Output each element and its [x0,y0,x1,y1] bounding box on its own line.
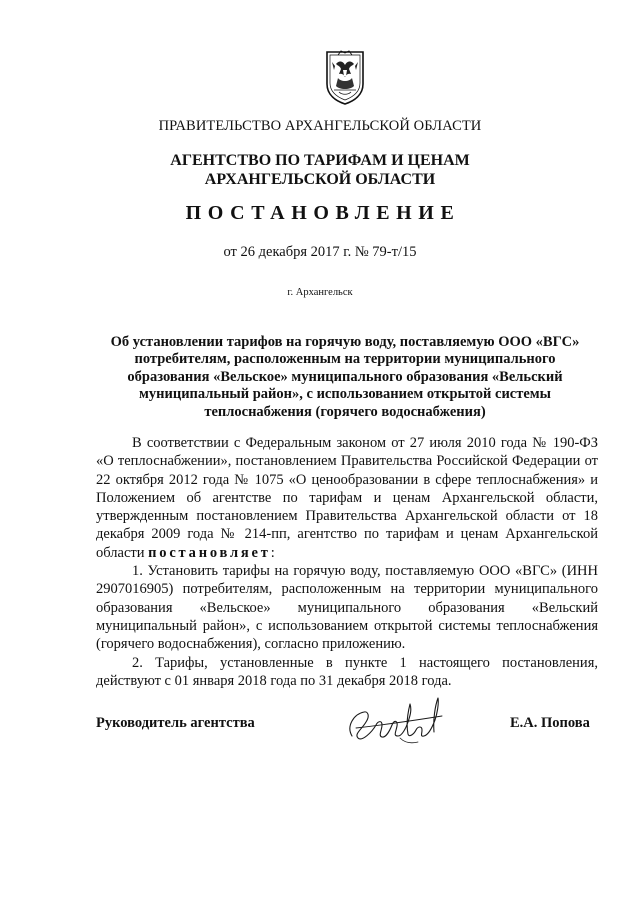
preamble-paragraph [96,434,598,562]
agency-title-line1: АГЕНТСТВО ПО ТАРИФАМ И ЦЕНАМ [170,152,470,169]
preamble-text: В соответствии с Федеральным законом от 27 июля 2010 года № 190-ФЗ «О теплоснабжении», постановлением Правительства Российской Федерации от 22 октября 2012 года № 1075 «О ценообразовании в сфере теплоснабжения» и Положением об агентстве по тарифам и ценам Архангельской области, утвержденным постановлением Правительства Архангельской области от 18 декабря 2009 года № 214-пп, агентство по тарифам и ценам Архангельской области [96,435,598,561]
document-subject: Об установлении тарифов на горячую воду, поставляемую ООО «ВГС» потребителям, расположенным на территории муниципального образования «Вельское» муниципального образования «Вельский муниципальный район», с использованием открытой системы теплоснабжения (горячего водоснабжения) [110,334,580,420]
handwritten-signature [338,692,458,752]
item-1-paragraph: 1. Установить тарифы на горячую воду, поставляемую ООО «ВГС» (ИНН 2907016905) потребителям, расположенным на территории муниципального образования «Вельское» муниципального образования «Вельский муниципальный район», с использованием открытой системы теплоснабжения (горячего водоснабжения), согласно приложению. [96,563,598,653]
document-body [96,434,598,690]
government-header: ПРАВИТЕЛЬСТВО АРХАНГЕЛЬСКОЙ ОБЛАСТИ [158,118,482,134]
resolves-word: постановляет [148,544,271,561]
document-type: ПОСТАНОВЛЕНИЕ [185,202,461,224]
coat-of-arms-emblem [324,48,366,106]
signatory-title: Руководитель агентства [96,715,255,731]
item-2-paragraph: 2. Тарифы, установленные в пункте 1 настоящего постановления, действуют с 01 января 2018 года по 31 декабря 2018 года. [96,654,598,689]
agency-title-line2: АРХАНГЕЛЬСКОЙ ОБЛАСТИ [204,171,436,188]
agency-title [0,151,640,189]
document-place: г. Архангельск [287,287,353,298]
signatory-name: Е.А. Попова [510,715,590,731]
document-date-number: от 26 декабря 2017 г. № 79-т/15 [223,244,417,260]
resolves-colon: : [270,544,275,561]
